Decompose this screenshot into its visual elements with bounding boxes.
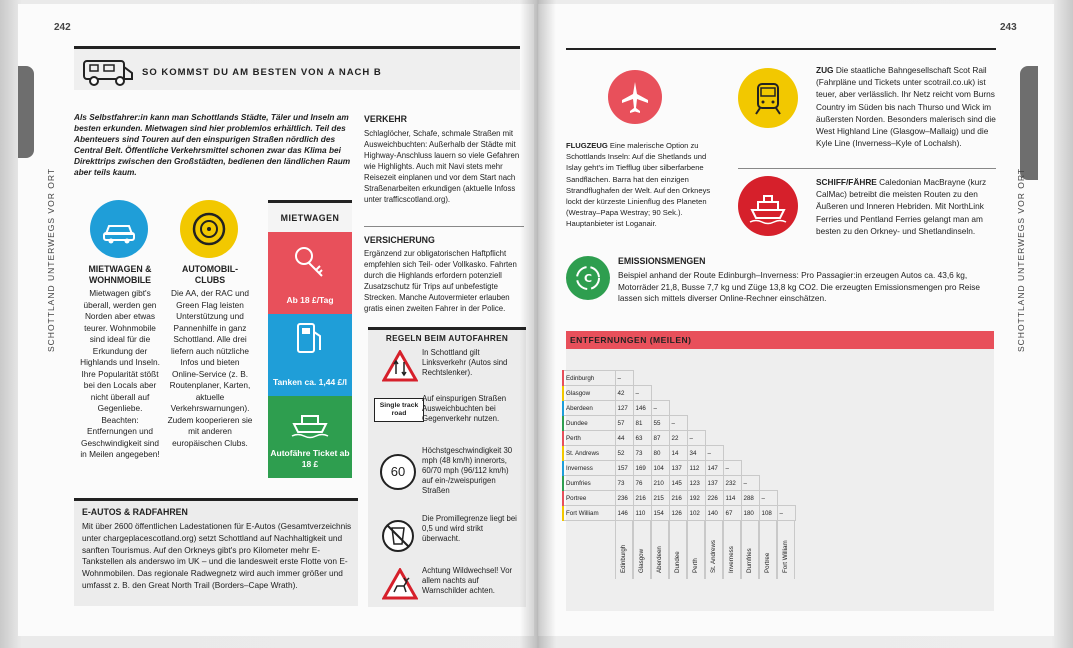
distance-cell: 123: [687, 476, 705, 491]
distance-column-label: Perth: [692, 558, 699, 573]
distance-cell: 288: [741, 491, 759, 506]
distance-cell: 112: [687, 461, 705, 476]
empty-cell: [723, 386, 741, 401]
svg-text:C: C: [583, 272, 593, 285]
empty-cell: [669, 401, 687, 416]
empty-cell: [741, 401, 759, 416]
clubs-title: AUTOMOBIL-CLUBS: [181, 264, 239, 285]
mietwagen-title: MIETWAGEN & WOHNMOBILE: [88, 264, 152, 285]
column-guide-line: [687, 521, 705, 579]
intro-text: Als Selbstfahrer:in kann man Schottlands Städte, Täler und Inseln am besten erkunden. Mietwagen sind hier problemlos erhältlich. Teil des Abenteuers sind Touren auf den einspurigen Straßen nördlich des Central Belt. Öffentliche Verkehrsmittel schonen zwar das Klima bei Direkttrips zwischen den Großstädten, bedienen den ländlichen Raum aber teils kaum.: [74, 112, 351, 177]
distance-cell: 169: [633, 461, 651, 476]
distance-cell: 57: [615, 416, 633, 431]
rule-text: In Schottland gilt Linksverkehr (Autos sind Rechtslenker).: [422, 348, 508, 377]
empty-cell: [741, 371, 759, 386]
page-number-right: 243: [1000, 22, 1017, 33]
column-guide-line: [777, 521, 795, 579]
single-track-road-sign-icon: Single track road: [374, 398, 424, 422]
empty-cell: [759, 371, 777, 386]
distance-row: [563, 371, 795, 386]
rules-title: REGELN BEIM AUTOFAHREN: [385, 334, 509, 343]
chapter-tab-right: [1020, 66, 1038, 180]
distance-row: [563, 416, 795, 431]
distance-cell: –: [777, 506, 795, 521]
distance-cell: 80: [651, 446, 669, 461]
empty-cell: [777, 371, 795, 386]
empty-cell: [705, 416, 723, 431]
empty-cell: [687, 386, 705, 401]
distance-cell: 110: [633, 506, 651, 521]
e-autos-box: [74, 498, 358, 606]
distance-cell: 146: [615, 506, 633, 521]
distance-cell: 67: [723, 506, 741, 521]
distance-cell: 126: [669, 506, 687, 521]
empty-cell: [723, 446, 741, 461]
rule-item: [372, 348, 522, 388]
car-key-icon: [290, 242, 330, 282]
distance-cell: 63: [633, 431, 651, 446]
price-box-title: MIETWAGEN: [268, 200, 352, 232]
rule-text: Höchstgeschwindigkeit 30 mph (48 km/h) innerorts, 60/70 mph (96/112 km/h) auf ein-/zweispurigen Straßen: [422, 446, 513, 495]
distance-cell: 215: [651, 491, 669, 506]
distance-cell: 81: [633, 416, 651, 431]
empty-cell: [777, 431, 795, 446]
distance-table-title: ENTFERNUNGEN (MEILEN): [570, 335, 692, 345]
distance-column-label: Inverness: [728, 546, 735, 573]
distance-column-label: Dundee: [674, 551, 681, 573]
distance-cell: 104: [651, 461, 669, 476]
distance-column-label: Glasgow: [638, 548, 645, 573]
distance-cell: –: [723, 461, 741, 476]
flugzeug-text: Eine malerische Option zu Schottlands Inseln: Auf die Shetlands und Islay geht's im Tiefflug über silberfarbene Sandflächen. Barra hat den einzigen Strandflughafen der Welt. Auf den Orkneys lockt der kürzeste Linienflug des Planeten (Westray–Papa Westray; 90 Sek.). Hauptanbieter ist Loganair.: [566, 141, 711, 229]
distance-cell: –: [759, 491, 777, 506]
column-guide-line: [741, 521, 759, 579]
empty-cell: [651, 371, 669, 386]
distance-cell: –: [705, 446, 723, 461]
column-guide-line: [705, 521, 723, 579]
empty-cell: [687, 416, 705, 431]
distance-cell: 76: [633, 476, 651, 491]
empty-cell: [741, 386, 759, 401]
no-alcohol-icon: [380, 518, 416, 554]
empty-cell: [777, 491, 795, 506]
distance-column-label: St. Andrews: [710, 539, 717, 573]
column-guide-line: [759, 521, 777, 579]
tire-icon: [180, 200, 238, 258]
distance-row-city: Glasgow: [563, 386, 615, 401]
distance-cell: 108: [759, 506, 777, 521]
distance-cell: 52: [615, 446, 633, 461]
e-autos-title: E-AUTOS & RADFAHREN: [82, 507, 188, 517]
distance-row-city: Edinburgh: [563, 371, 615, 386]
empty-cell: [777, 446, 795, 461]
distance-row-city: Perth: [563, 431, 615, 446]
rule-text: Die Promillegrenze liegt bei 0,5 und wird strikt überwacht.: [422, 514, 517, 543]
distance-table-title-bar: [566, 331, 994, 349]
section-title: SO KOMMST DU AM BESTEN VON A NACH B: [142, 67, 382, 78]
distance-cell: 73: [633, 446, 651, 461]
distance-cell: 226: [705, 491, 723, 506]
empty-cell: [669, 386, 687, 401]
distance-column-label: Portree: [764, 552, 771, 573]
fuel-price-label: Tanken ca. 1,44 £/l: [272, 377, 348, 387]
versicherung-text: Ergänzend zur obligatorischen Haftpflicht empfehlen sich Teil- oder Vollkasko. Fahrten durch die Highlands erfordern potenziell Zusatzschutz für Trips auf unbefestigte Strecken. Manche Autovermieter erlauben gratis einen zweiten Fahrer in der Police.: [364, 249, 517, 313]
distance-cell: 44: [615, 431, 633, 446]
distance-cell: 192: [687, 491, 705, 506]
distance-cell: 14: [669, 446, 687, 461]
distance-cell: –: [741, 476, 759, 491]
distance-cell: –: [687, 431, 705, 446]
clubs-text: Die AA, der RAC und Green Flag leisten Unterstützung und Pannenhilfe in ganz Schottland. Alle drei liefern auch nützliche Infos und bieten Online-Service (z. B. Routenplaner, Karten, aktuelle Verkehrswarnungen). Zudem kooperieren sie mit anderen europäischen Clubs.: [167, 288, 253, 448]
faehre-section: [816, 176, 1002, 237]
fuel-price-item: [268, 314, 352, 396]
distance-column-label: Dumfries: [746, 548, 753, 573]
section-header: [74, 46, 520, 90]
rule-text: Achtung Wildwechsel! Vor allem nachts auf Warnschilder achten.: [422, 566, 513, 595]
distance-row: [563, 506, 795, 521]
column-guide-line: [669, 521, 687, 579]
distance-cell: 127: [615, 401, 633, 416]
empty-cell: [777, 476, 795, 491]
side-label-right: SCHOTTLAND UNTERWEGS VOR ORT: [1016, 167, 1026, 352]
empty-cell: [723, 401, 741, 416]
distance-row-city: St. Andrews: [563, 446, 615, 461]
faehre-title: SCHIFF/FÄHRE: [816, 177, 877, 187]
distance-cell: 34: [687, 446, 705, 461]
emissionen-text: Beispiel anhand der Route Edinburgh–Inverness: Pro Passagier:in erzeugen Autos ca. 43,6 kg, Motorräder 21,8, Busse 7,7 kg und Züge 13,8 kg CO2. Die erzeugten Emissionsmengen pro Reise lassen sich mittels diverser Online-Rechner einschätzen.: [618, 270, 981, 303]
distance-cell: 157: [615, 461, 633, 476]
distance-cell: –: [615, 371, 633, 386]
distance-row: [563, 431, 795, 446]
page-number-left: 242: [54, 22, 71, 33]
empty-cell: [741, 431, 759, 446]
distance-cell: 140: [705, 506, 723, 521]
distance-cell: 232: [723, 476, 741, 491]
empty-cell: [723, 431, 741, 446]
distance-cell: 146: [633, 401, 651, 416]
rental-price-label: Ab 18 £/Tag: [286, 295, 334, 305]
distance-cell: 102: [687, 506, 705, 521]
empty-cell: [723, 416, 741, 431]
distance-cell: 114: [723, 491, 741, 506]
car-icon: [90, 200, 148, 258]
distance-cell: 73: [615, 476, 633, 491]
divider: [364, 226, 524, 227]
e-autos-text: Mit über 2600 öffentlichen Ladestationen für E-Autos (Gesamtverzeichnis unter chargeplacescotland.org) setzt Schottland auf Nachhaltigkeit und sanften Tourismus. Auf den Orkneys gibt's pro Kilometer mehr E-Tankstellen als anderswo im UK – und die landesweit erste Flotte von E-Wohnmobilen. Das regionale Radwegnetz wird auch immer größer und umfasst z. B. den Great North Trail (Borders–Cape Wrath).: [82, 521, 352, 590]
column-guide-line: [723, 521, 741, 579]
distance-cell: 87: [651, 431, 669, 446]
airplane-icon: [608, 70, 662, 124]
rule-text: Auf einspurigen Straßen Ausweichbuchten bei Gegenverkehr nutzen.: [422, 394, 507, 423]
deer-warning-sign-icon: [382, 568, 418, 600]
zug-section: [816, 64, 1002, 149]
empty-cell: [759, 431, 777, 446]
column-guide-line: [615, 521, 633, 579]
empty-cell: [669, 371, 687, 386]
empty-cell: [741, 446, 759, 461]
ferry-icon: [288, 404, 332, 440]
empty-cell: [633, 371, 651, 386]
distance-column-label: Aberdeen: [656, 546, 663, 573]
empty-cell: [759, 446, 777, 461]
empty-cell: [687, 401, 705, 416]
empty-cell: [741, 416, 759, 431]
verkehr-title: VERKEHR: [364, 114, 408, 124]
mietwagen-text: Mietwagen gibt's überall, werden gen Norden aber etwas teurer. Wohnmobile sind ideal für die Erkundung der Highlands und Inseln. Ihre Popularität stößt bei den Locals aber nicht überall auf Gegenliebe. Beachten: Entfernungen und Geschwindigkeit sind in Meilen angegeben!: [80, 288, 160, 459]
empty-cell: [777, 386, 795, 401]
empty-cell: [705, 401, 723, 416]
empty-cell: [741, 461, 759, 476]
empty-cell: [759, 461, 777, 476]
rule-item: [372, 566, 522, 606]
distance-column-label: Edinburgh: [620, 544, 627, 573]
distance-cell: 137: [705, 476, 723, 491]
ferry-price-label: Autofähre Ticket ab 18 £: [270, 448, 350, 469]
column-guide-line: [633, 521, 651, 579]
distance-cell: 147: [705, 461, 723, 476]
distance-cell: 55: [651, 416, 669, 431]
rule-item: [372, 446, 522, 506]
empty-cell: [777, 401, 795, 416]
train-icon: [738, 68, 798, 128]
divider: [738, 168, 996, 169]
distance-row: [563, 386, 795, 401]
verkehr-text: Schlaglöcher, Schafe, schmale Straßen mit Ausweichbuchten: Außerhalb der Städte mit Highway-Anschluss lauern so viele Gefahren wie Highlights. Auch mit Navi stets mehr Reisezeit einplanen und vor dem Start nach Straßenarbeiten erkundigen (aktuelle Infoss unter trafficscotland.org).: [364, 129, 520, 204]
distance-cell: –: [651, 401, 669, 416]
distance-cell: 22: [669, 431, 687, 446]
distance-cell: 236: [615, 491, 633, 506]
empty-cell: [687, 371, 705, 386]
distance-cell: 210: [651, 476, 669, 491]
empty-cell: [705, 371, 723, 386]
distance-row: [563, 446, 795, 461]
rule-item: [372, 394, 522, 434]
distance-cell: 145: [669, 476, 687, 491]
distance-cell: 137: [669, 461, 687, 476]
empty-cell: [759, 386, 777, 401]
emissionen-title: EMISSIONSMENGEN: [618, 256, 706, 266]
distance-table: [562, 370, 796, 521]
empty-cell: [705, 386, 723, 401]
empty-cell: [759, 476, 777, 491]
distance-cell: 180: [741, 506, 759, 521]
speed-limit-sign-icon: 60: [380, 454, 416, 490]
distance-cell: –: [633, 386, 651, 401]
empty-cell: [651, 386, 669, 401]
distance-row-city: Aberdeen: [563, 401, 615, 416]
side-label-left: SCHOTTLAND UNTERWEGS VOR ORT: [46, 167, 56, 352]
ship-icon: [738, 176, 798, 236]
distance-cell: 216: [633, 491, 651, 506]
rental-price-item: [268, 232, 352, 314]
distance-row-city: Dundee: [563, 416, 615, 431]
zug-title: ZUG: [816, 65, 834, 75]
zug-text: Die staatliche Bahngesellschaft Scot Rail (Fahrpläne und Tickets unter scotrail.co.uk) ist teuer, aber verlässlich. Ihr Netz reicht vom Burns Country im Süden bis nach Thurso und Wick im äußersten Norden. Besonders malerisch sind die West Highland Line (Glasgow–Mallaig) und die Kyle Line (Inverness–Kyle of Lochalsh).: [816, 65, 996, 149]
rental-price-box: [268, 200, 352, 478]
distance-cell: 216: [669, 491, 687, 506]
distance-row-city: Inverness: [563, 461, 615, 476]
distance-row: [563, 461, 795, 476]
distance-row: [563, 476, 795, 491]
top-rule: [566, 48, 996, 50]
flugzeug-section: [566, 140, 716, 230]
chapter-tab-left: [18, 66, 34, 158]
swap-traffic-sign-icon: [382, 350, 418, 382]
distance-row-city: Dumfries: [563, 476, 615, 491]
rule-item: [372, 514, 522, 558]
empty-cell: [759, 401, 777, 416]
versicherung-title: VERSICHERUNG: [364, 235, 435, 245]
distance-row-city: Portree: [563, 491, 615, 506]
distance-row: [563, 491, 795, 506]
fuel-pump-icon: [294, 320, 326, 358]
distance-cell: 154: [651, 506, 669, 521]
empty-cell: [777, 461, 795, 476]
column-guide-line: [651, 521, 669, 579]
faehre-text: Caledonian MacBrayne (kurz CalMac) betreibt die meisten Routen zu den Äußeren und Inneren Hebriden. Mit NorthLink Ferries und Pentland Ferries gelangt man am besten zu den Orkney- und Shetlandinseln.: [816, 177, 987, 236]
distance-column-label: Fort William: [782, 540, 789, 573]
distance-row: [563, 401, 795, 416]
camper-van-icon: [82, 55, 134, 87]
left-page: [18, 4, 534, 636]
ferry-price-item: [268, 396, 352, 478]
empty-cell: [777, 416, 795, 431]
flugzeug-title: FLUGZEUG: [566, 141, 608, 150]
co2-recycle-icon: [566, 256, 610, 300]
distance-row-city: Fort William: [563, 506, 615, 521]
empty-cell: [705, 431, 723, 446]
distance-cell: –: [669, 416, 687, 431]
right-page: [538, 4, 1054, 636]
distance-cell: 42: [615, 386, 633, 401]
empty-cell: [723, 371, 741, 386]
empty-cell: [759, 416, 777, 431]
